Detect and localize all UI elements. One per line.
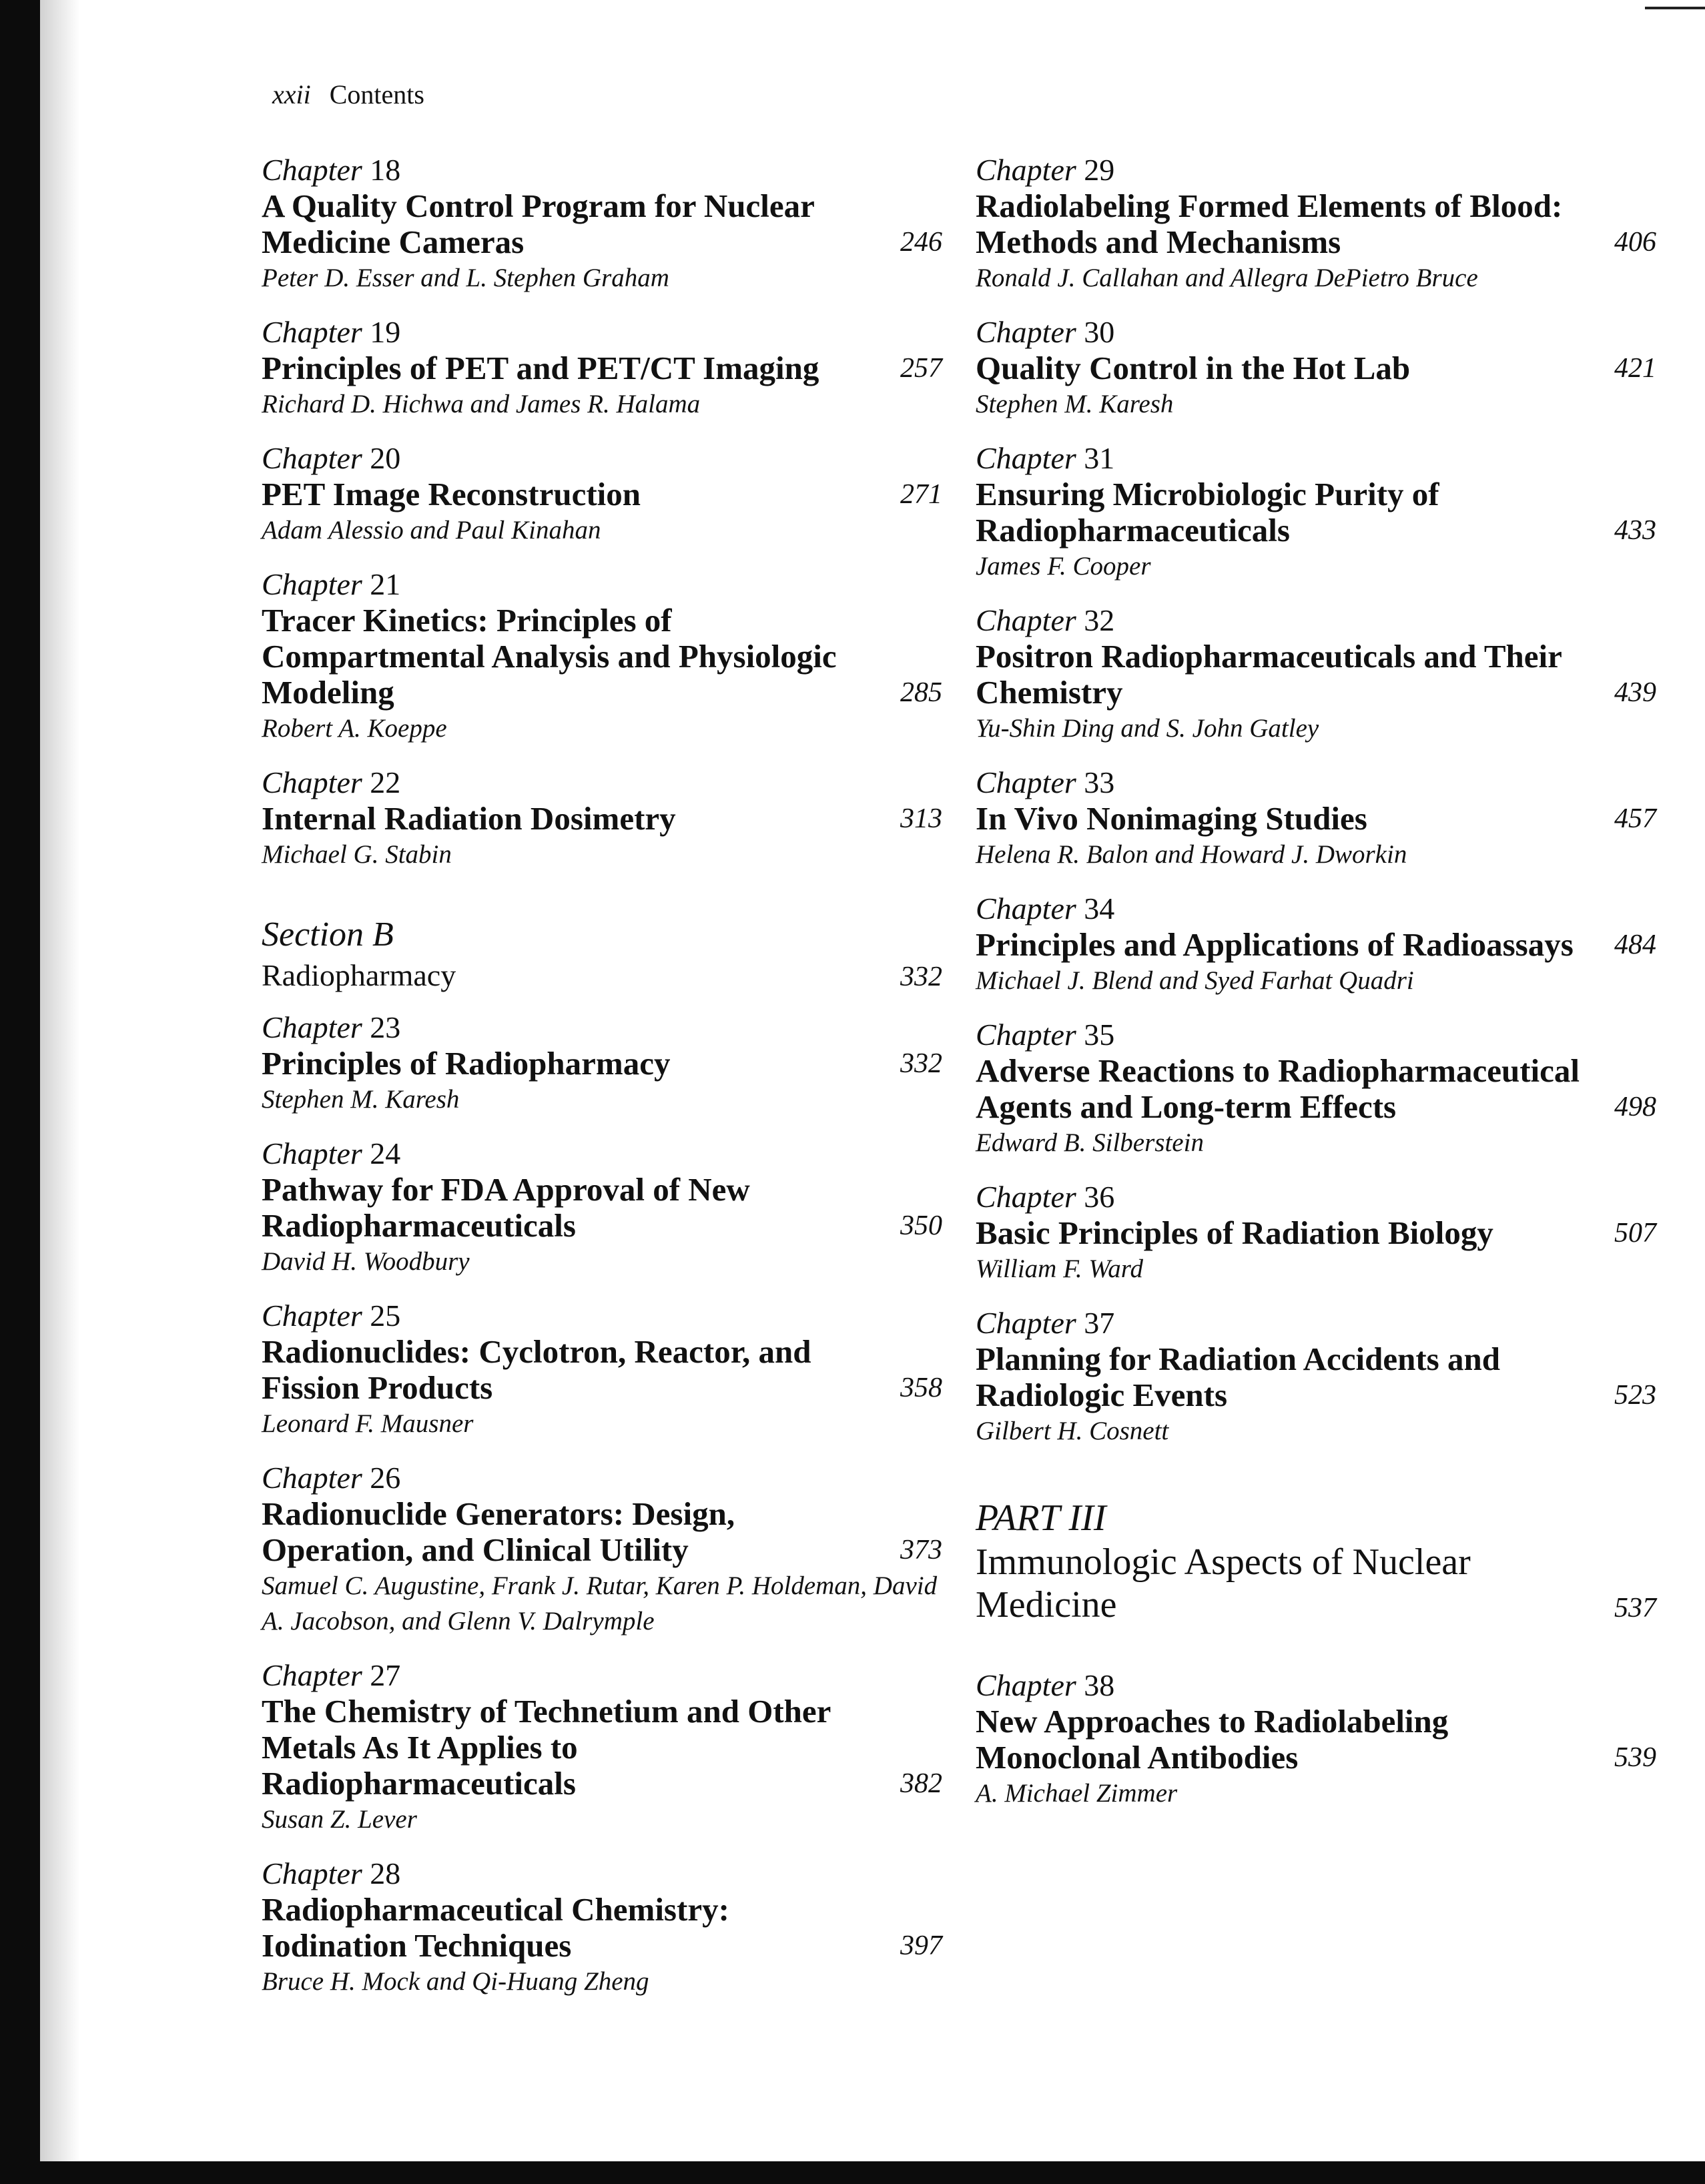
toc-entry	[262, 1136, 942, 1279]
toc-entry	[262, 1658, 942, 1837]
title-row	[262, 188, 942, 260]
title-row	[976, 476, 1656, 549]
chapter-label	[262, 1856, 942, 1892]
part-title-row	[976, 1541, 1656, 1626]
title-row	[976, 1053, 1656, 1125]
chapter-title: Adverse Reactions to Radiopharmaceutical Agents and Long-term Effects	[976, 1052, 1580, 1125]
chapter-label	[262, 1136, 942, 1172]
scan-edge-bottom	[0, 2161, 1705, 2184]
title-row	[976, 639, 1656, 711]
chapter-word: Chapter	[976, 1018, 1076, 1052]
chapter-number: 25	[370, 1299, 401, 1333]
chapter-word: Chapter	[976, 765, 1076, 799]
page-number: 421	[1614, 353, 1656, 384]
chapter-authors: David H. Woodbury	[262, 1247, 470, 1276]
chapter-number: 32	[1084, 603, 1115, 637]
chapter-label	[262, 152, 942, 188]
chapter-authors: Michael G. Stabin	[262, 840, 452, 869]
chapter-number: 34	[1084, 891, 1115, 926]
toc-entry	[976, 603, 1656, 746]
chapter-word: Chapter	[976, 891, 1076, 926]
chapter-authors: Bruce H. Mock and Qi-Huang Zheng	[262, 1967, 649, 1996]
title-row	[262, 1334, 942, 1406]
chapter-authors: Adam Alessio and Paul Kinahan	[262, 516, 601, 544]
page-number: 246	[900, 227, 942, 258]
chapter-word: Chapter	[976, 441, 1076, 475]
toc-entry	[262, 1856, 942, 1999]
chapter-number: 38	[1084, 1668, 1115, 1702]
toc-entry	[262, 1010, 942, 1117]
right-entries-top	[976, 152, 1656, 1449]
running-head	[272, 79, 424, 110]
page-number: 484	[1614, 930, 1656, 960]
title-row	[262, 350, 942, 386]
chapter-label	[976, 1017, 1656, 1053]
chapter-authors: Edward B. Silberstein	[976, 1128, 1204, 1157]
section-title: Radiopharmacy	[262, 958, 456, 992]
chapter-title: Radionuclides: Cyclotron, Reactor, and Fission Products	[262, 1333, 811, 1406]
title-row	[976, 1704, 1656, 1776]
chapter-label	[262, 1298, 942, 1334]
chapter-label	[262, 440, 942, 476]
page-number: 539	[1614, 1742, 1656, 1773]
page-number: 313	[900, 803, 942, 834]
header-title: Contents	[329, 79, 424, 109]
chapter-number: 27	[370, 1658, 401, 1692]
corner-mark	[1645, 7, 1705, 9]
page-number: 397	[900, 1930, 942, 1961]
chapter-number: 22	[370, 765, 401, 799]
chapter-number: 37	[1084, 1306, 1115, 1340]
part-title: Immunologic Aspects of Nuclear Medicine	[976, 1541, 1471, 1625]
chapter-title: Positron Radiopharmaceuticals and Their Chemistry	[976, 638, 1562, 711]
left-column	[262, 152, 942, 2018]
chapter-label	[262, 765, 942, 801]
chapter-number: 18	[370, 153, 401, 187]
chapter-number: 36	[1084, 1180, 1115, 1214]
toc-entry	[262, 152, 942, 296]
title-row	[262, 603, 942, 711]
page-number: 457	[1614, 803, 1656, 834]
page-number: 523	[1614, 1380, 1656, 1411]
chapter-title: A Quality Control Program for Nuclear Medicine Cameras	[262, 188, 814, 260]
chapter-word: Chapter	[262, 1299, 362, 1333]
chapter-number: 19	[370, 315, 401, 349]
chapter-title: Principles of Radiopharmacy	[262, 1045, 671, 1082]
left-entries-top	[262, 152, 942, 872]
title-row	[262, 1496, 942, 1568]
chapter-title: Internal Radiation Dosimetry	[262, 800, 676, 837]
chapter-number: 28	[370, 1856, 401, 1890]
chapter-label	[976, 314, 1656, 350]
title-row	[976, 801, 1656, 837]
chapter-label	[976, 440, 1656, 476]
chapter-word: Chapter	[976, 153, 1076, 187]
chapter-label	[976, 765, 1656, 801]
chapter-title: Basic Principles of Radiation Biology	[976, 1214, 1493, 1251]
toc-entry	[262, 440, 942, 548]
title-row	[262, 476, 942, 512]
chapter-title: PET Image Reconstruction	[262, 476, 641, 512]
chapter-title: Planning for Radiation Accidents and Radiologic Events	[976, 1341, 1500, 1413]
chapter-number: 20	[370, 441, 401, 475]
chapter-label	[976, 603, 1656, 639]
page-number: 498	[1614, 1092, 1656, 1122]
title-row	[976, 1341, 1656, 1413]
chapter-number: 29	[1084, 153, 1115, 187]
chapter-label	[976, 1305, 1656, 1341]
chapter-word: Chapter	[262, 153, 362, 187]
chapter-word: Chapter	[262, 765, 362, 799]
header-page-number: xxii	[272, 79, 311, 109]
title-row	[976, 927, 1656, 963]
title-row	[976, 1215, 1656, 1251]
chapter-authors: Stephen M. Karesh	[262, 1085, 460, 1114]
page-number: 257	[900, 353, 942, 384]
page-number: 373	[900, 1535, 942, 1565]
page-number: 507	[1614, 1218, 1656, 1248]
chapter-authors: Stephen M. Karesh	[976, 390, 1174, 418]
title-row	[262, 801, 942, 837]
chapter-title: New Approaches to Radiolabeling Monoclonal Antibodies	[976, 1703, 1449, 1776]
chapter-authors: Richard D. Hichwa and James R. Halama	[262, 390, 701, 418]
chapter-title: The Chemistry of Technetium and Other Metals As It Applies to Radiopharmaceuticals	[262, 1693, 831, 1802]
chapter-authors: William F. Ward	[976, 1254, 1144, 1283]
chapter-authors: Yu-Shin Ding and S. John Gatley	[976, 714, 1319, 743]
chapter-label	[976, 152, 1656, 188]
section-label: Section B	[262, 916, 394, 954]
toc-entry	[976, 314, 1656, 422]
chapter-number: 30	[1084, 315, 1115, 349]
toc-entry	[262, 1460, 942, 1639]
chapter-authors: Peter D. Esser and L. Stephen Graham	[262, 264, 669, 292]
chapter-word: Chapter	[262, 1010, 362, 1044]
toc-entry	[262, 567, 942, 746]
chapter-authors: A. Michael Zimmer	[976, 1779, 1178, 1808]
chapter-word: Chapter	[262, 1658, 362, 1692]
section-page-number: 332	[900, 962, 942, 992]
chapter-word: Chapter	[262, 567, 362, 601]
chapter-number: 21	[370, 567, 401, 601]
right-entries-bottom	[976, 1668, 1656, 1811]
chapter-title: Ensuring Microbiologic Purity of Radiopharmaceuticals	[976, 476, 1439, 549]
chapter-word: Chapter	[262, 1136, 362, 1170]
page-number: 285	[900, 677, 942, 708]
chapter-authors: Ronald J. Callahan and Allegra DePietro Bruce	[976, 264, 1478, 292]
part-label: PART III	[976, 1497, 1106, 1539]
toc-entry	[976, 1305, 1656, 1449]
chapter-number: 33	[1084, 765, 1115, 799]
chapter-word: Chapter	[262, 441, 362, 475]
chapter-number: 26	[370, 1461, 401, 1495]
chapter-title: Radiopharmaceutical Chemistry: Iodination Techniques	[262, 1891, 729, 1964]
chapter-authors: Leonard F. Mausner	[262, 1409, 474, 1438]
chapter-word: Chapter	[976, 1180, 1076, 1214]
chapter-title: Principles and Applications of Radioassays	[976, 926, 1574, 963]
toc-entry	[262, 765, 942, 872]
chapter-label	[262, 314, 942, 350]
chapter-authors: Gilbert H. Cosnett	[976, 1417, 1169, 1445]
page-number: 439	[1614, 677, 1656, 708]
scan-edge-left	[0, 0, 40, 2184]
chapter-authors: Samuel C. Augustine, Frank J. Rutar, Karen P. Holdeman, David A. Jacobson, and Glenn V. Dalrymple	[262, 1571, 938, 1635]
title-row	[976, 350, 1656, 386]
chapter-title: Radionuclide Generators: Design, Operation, and Clinical Utility	[262, 1495, 735, 1568]
toc-entry	[976, 1017, 1656, 1160]
chapter-word: Chapter	[976, 603, 1076, 637]
chapter-title: Pathway for FDA Approval of New Radiopharmaceuticals	[262, 1171, 750, 1244]
page-number: 350	[900, 1210, 942, 1241]
chapter-number: 24	[370, 1136, 401, 1170]
chapter-title: Radiolabeling Formed Elements of Blood: Methods and Mechanisms	[976, 188, 1563, 260]
chapter-title: Quality Control in the Hot Lab	[976, 350, 1411, 386]
chapter-word: Chapter	[262, 315, 362, 349]
chapter-authors: Helena R. Balon and Howard J. Dworkin	[976, 840, 1407, 869]
chapter-number: 23	[370, 1010, 401, 1044]
chapter-authors: James F. Cooper	[976, 552, 1151, 581]
chapter-label	[976, 1668, 1656, 1704]
title-row	[976, 188, 1656, 260]
chapter-title: In Vivo Nonimaging Studies	[976, 800, 1367, 837]
title-row	[262, 1694, 942, 1802]
chapter-word: Chapter	[976, 1668, 1076, 1702]
toc-entry	[262, 1298, 942, 1441]
chapter-number: 31	[1084, 441, 1115, 475]
chapter-label	[262, 1460, 942, 1496]
toc-entry	[976, 765, 1656, 872]
title-row	[262, 1172, 942, 1244]
toc-entry	[976, 1668, 1656, 1811]
left-entries-bottom	[262, 1010, 942, 1999]
chapter-title: Tracer Kinetics: Principles of Compartmental Analysis and Physiologic Modeling	[262, 602, 837, 711]
chapter-label	[976, 891, 1656, 927]
toc-entry	[976, 1179, 1656, 1287]
title-row	[262, 1046, 942, 1082]
chapter-word: Chapter	[262, 1856, 362, 1890]
chapter-word: Chapter	[262, 1461, 362, 1495]
toc-entry	[976, 891, 1656, 998]
part-page-number: 537	[1614, 1593, 1656, 1623]
chapter-number: 35	[1084, 1018, 1115, 1052]
chapter-label	[262, 567, 942, 603]
chapter-label	[262, 1010, 942, 1046]
toc-entry	[976, 152, 1656, 296]
chapter-authors: Michael J. Blend and Syed Farhat Quadri	[976, 966, 1414, 995]
right-column	[976, 152, 1656, 1830]
title-row	[262, 1892, 942, 1964]
chapter-label	[262, 1658, 942, 1694]
page-number: 358	[900, 1373, 942, 1403]
page-number: 271	[900, 479, 942, 510]
chapter-authors: Susan Z. Lever	[262, 1805, 417, 1834]
page-number: 406	[1614, 227, 1656, 258]
chapter-word: Chapter	[976, 1306, 1076, 1340]
page-number: 433	[1614, 515, 1656, 546]
chapter-word: Chapter	[976, 315, 1076, 349]
toc-entry	[262, 314, 942, 422]
page-number: 382	[900, 1768, 942, 1799]
toc-entry	[976, 440, 1656, 584]
section-title-row	[262, 956, 942, 995]
chapter-title: Principles of PET and PET/CT Imaging	[262, 350, 819, 386]
page-number: 332	[900, 1048, 942, 1079]
chapter-authors: Robert A. Koeppe	[262, 714, 447, 743]
chapter-label	[976, 1179, 1656, 1215]
